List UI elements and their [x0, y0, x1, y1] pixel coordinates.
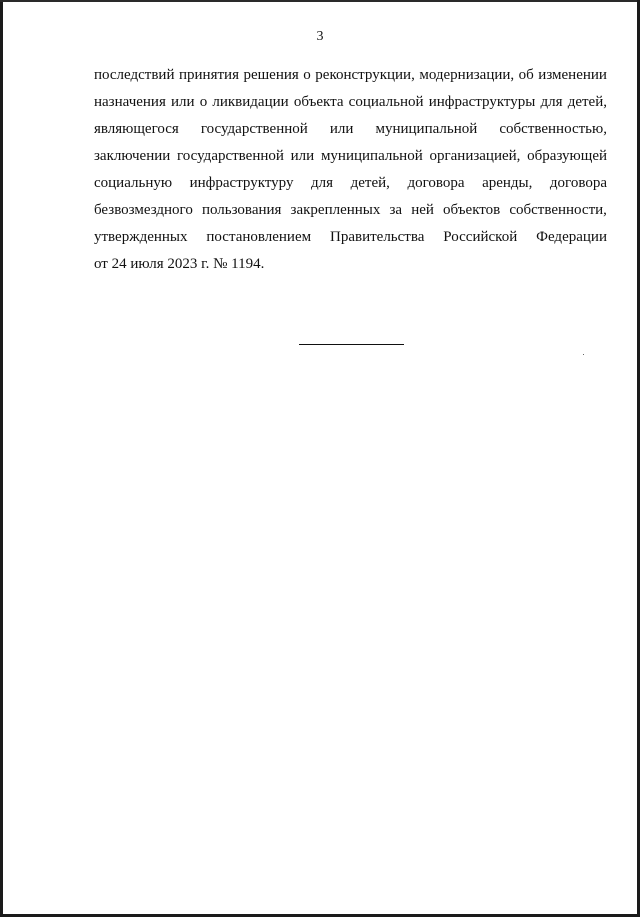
word: безвозмездного	[94, 202, 193, 218]
word: инфраструктуру	[189, 175, 294, 191]
word: ликвидации	[212, 94, 289, 110]
word: об	[518, 67, 534, 83]
word: объектов	[443, 202, 501, 218]
word: пользования	[201, 202, 282, 218]
word: или	[171, 94, 195, 110]
word: социальной	[348, 94, 424, 110]
text-line	[94, 226, 607, 253]
word: договора	[549, 175, 607, 191]
text-line	[94, 172, 607, 199]
word: последствий	[94, 67, 175, 83]
scan-edge-left	[0, 0, 3, 917]
word: государственной	[200, 121, 308, 137]
word: заключении	[94, 148, 171, 164]
scan-edge-top	[0, 0, 640, 2]
word: изменении	[538, 67, 607, 83]
word: договора	[407, 175, 465, 191]
text-line	[94, 118, 607, 145]
word: утвержденных	[94, 229, 188, 245]
word: муниципальной	[375, 121, 478, 137]
word: муниципальной	[320, 148, 423, 164]
word: или	[290, 148, 315, 164]
word: решения	[243, 67, 299, 83]
word: закрепленных	[290, 202, 381, 218]
text-line: от 24 июля 2023 г. № 1194.	[94, 256, 265, 272]
word: постановлением	[206, 229, 312, 245]
word: социальную	[94, 175, 173, 191]
word: организацией,	[429, 148, 521, 164]
word: для	[540, 94, 563, 110]
word: ней	[411, 202, 434, 218]
text-line	[94, 91, 607, 118]
word: за	[389, 202, 403, 218]
body-paragraph	[94, 64, 607, 280]
word: детей,	[350, 175, 390, 191]
word: государственной	[177, 148, 284, 164]
word: реконструкции,	[315, 67, 415, 83]
scan-speck	[583, 354, 584, 355]
word: модернизации,	[419, 67, 515, 83]
word: о	[303, 67, 311, 83]
word: инфраструктуры	[428, 94, 536, 110]
word: аренды,	[482, 175, 533, 191]
word: для	[311, 175, 334, 191]
word: объекта	[293, 94, 344, 110]
word: Федерации	[536, 229, 607, 245]
word: являющегося	[94, 121, 179, 137]
word: принятия	[179, 67, 239, 83]
word: назначения	[94, 94, 166, 110]
text-line	[94, 145, 607, 172]
word: образующей	[527, 148, 607, 164]
word: или	[329, 121, 354, 137]
word: собственности,	[509, 202, 607, 218]
end-separator-line	[299, 344, 404, 345]
text-line	[94, 199, 607, 226]
text-line	[94, 64, 607, 91]
word: детей,	[567, 94, 607, 110]
page-number: 3	[316, 29, 324, 44]
word: о	[199, 94, 208, 110]
word: Российской	[443, 229, 518, 245]
word: собственностью,	[499, 121, 607, 137]
word: Правительства	[330, 229, 425, 245]
